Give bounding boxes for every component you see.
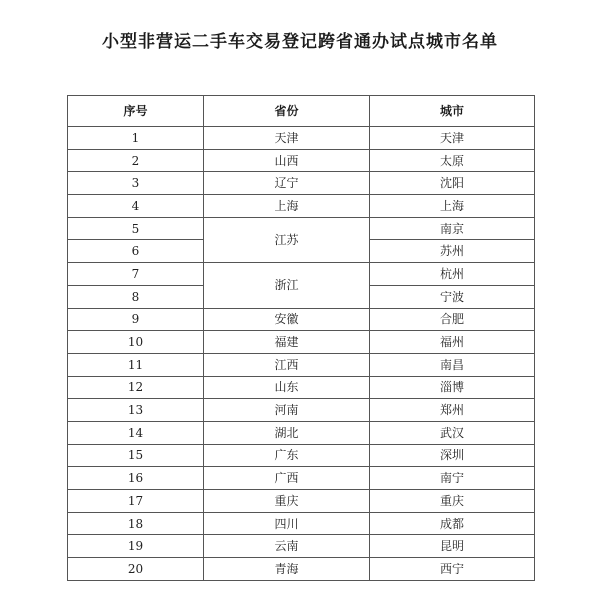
- table-row: [68, 263, 535, 286]
- city-cell: 武汉: [370, 421, 535, 444]
- serial-number-cell: 6: [68, 240, 204, 263]
- serial-number-cell: 16: [68, 467, 204, 490]
- city-cell: 杭州: [370, 263, 535, 286]
- city-cell: 成都: [370, 512, 535, 535]
- serial-number-cell: 19: [68, 535, 204, 558]
- table-row: [68, 399, 535, 422]
- city-cell: 天津: [370, 127, 535, 150]
- table-row: [68, 467, 535, 490]
- header-province: 省份: [204, 96, 370, 127]
- serial-number-cell: 10: [68, 331, 204, 354]
- province-cell-merged: 江苏: [204, 217, 370, 262]
- province-cell: 云南: [204, 535, 370, 558]
- city-cell: 福州: [370, 331, 535, 354]
- province-cell: 福建: [204, 331, 370, 354]
- table-row: [68, 421, 535, 444]
- serial-number-cell: 13: [68, 399, 204, 422]
- province-cell: 山东: [204, 376, 370, 399]
- province-cell: 河南: [204, 399, 370, 422]
- city-cell: 南昌: [370, 353, 535, 376]
- province-cell: 四川: [204, 512, 370, 535]
- serial-number-cell: 18: [68, 512, 204, 535]
- serial-number-cell: 7: [68, 263, 204, 286]
- serial-number-cell: 4: [68, 195, 204, 218]
- table-row: [68, 444, 535, 467]
- header-city: 城市: [370, 96, 535, 127]
- province-cell: 天津: [204, 127, 370, 150]
- table-row: [68, 172, 535, 195]
- table-row: [68, 376, 535, 399]
- province-cell: 广西: [204, 467, 370, 490]
- serial-number-cell: 3: [68, 172, 204, 195]
- city-cell: 苏州: [370, 240, 535, 263]
- province-cell: 上海: [204, 195, 370, 218]
- city-cell: 淄博: [370, 376, 535, 399]
- city-cell: 沈阳: [370, 172, 535, 195]
- document-title: 小型非营运二手车交易登记跨省通办试点城市名单: [102, 32, 498, 52]
- table-row: [68, 195, 535, 218]
- serial-number-cell: 14: [68, 421, 204, 444]
- city-cell: 西宁: [370, 558, 535, 581]
- table-row: [68, 331, 535, 354]
- table-row: [68, 490, 535, 513]
- serial-number-cell: 17: [68, 490, 204, 513]
- province-cell-merged: 浙江: [204, 263, 370, 308]
- city-cell: 郑州: [370, 399, 535, 422]
- province-cell: 辽宁: [204, 172, 370, 195]
- table-row: [68, 558, 535, 581]
- table-row: [68, 149, 535, 172]
- table-row: [68, 217, 535, 240]
- table-row: [68, 535, 535, 558]
- serial-number-cell: 2: [68, 149, 204, 172]
- serial-number-cell: 15: [68, 444, 204, 467]
- province-cell: 山西: [204, 149, 370, 172]
- serial-number-cell: 11: [68, 353, 204, 376]
- city-cell: 合肥: [370, 308, 535, 331]
- province-cell: 青海: [204, 558, 370, 581]
- city-cell: 南京: [370, 217, 535, 240]
- serial-number-cell: 20: [68, 558, 204, 581]
- serial-number-cell: 9: [68, 308, 204, 331]
- province-cell: 江西: [204, 353, 370, 376]
- serial-number-cell: 12: [68, 376, 204, 399]
- city-cell: 南宁: [370, 467, 535, 490]
- table-row: [68, 353, 535, 376]
- city-cell: 上海: [370, 195, 535, 218]
- table-row: [68, 512, 535, 535]
- province-cell: 重庆: [204, 490, 370, 513]
- city-cell: 太原: [370, 149, 535, 172]
- serial-number-cell: 5: [68, 217, 204, 240]
- pilot-cities-table: [67, 95, 535, 581]
- province-cell: 广东: [204, 444, 370, 467]
- header-serial-number: 序号: [68, 96, 204, 127]
- table-row: [68, 308, 535, 331]
- city-cell: 宁波: [370, 285, 535, 308]
- city-cell: 深圳: [370, 444, 535, 467]
- province-cell: 湖北: [204, 421, 370, 444]
- table-row: [68, 127, 535, 150]
- province-cell: 安徽: [204, 308, 370, 331]
- table-header-row: [68, 96, 535, 127]
- city-cell: 重庆: [370, 490, 535, 513]
- city-cell: 昆明: [370, 535, 535, 558]
- serial-number-cell: 1: [68, 127, 204, 150]
- serial-number-cell: 8: [68, 285, 204, 308]
